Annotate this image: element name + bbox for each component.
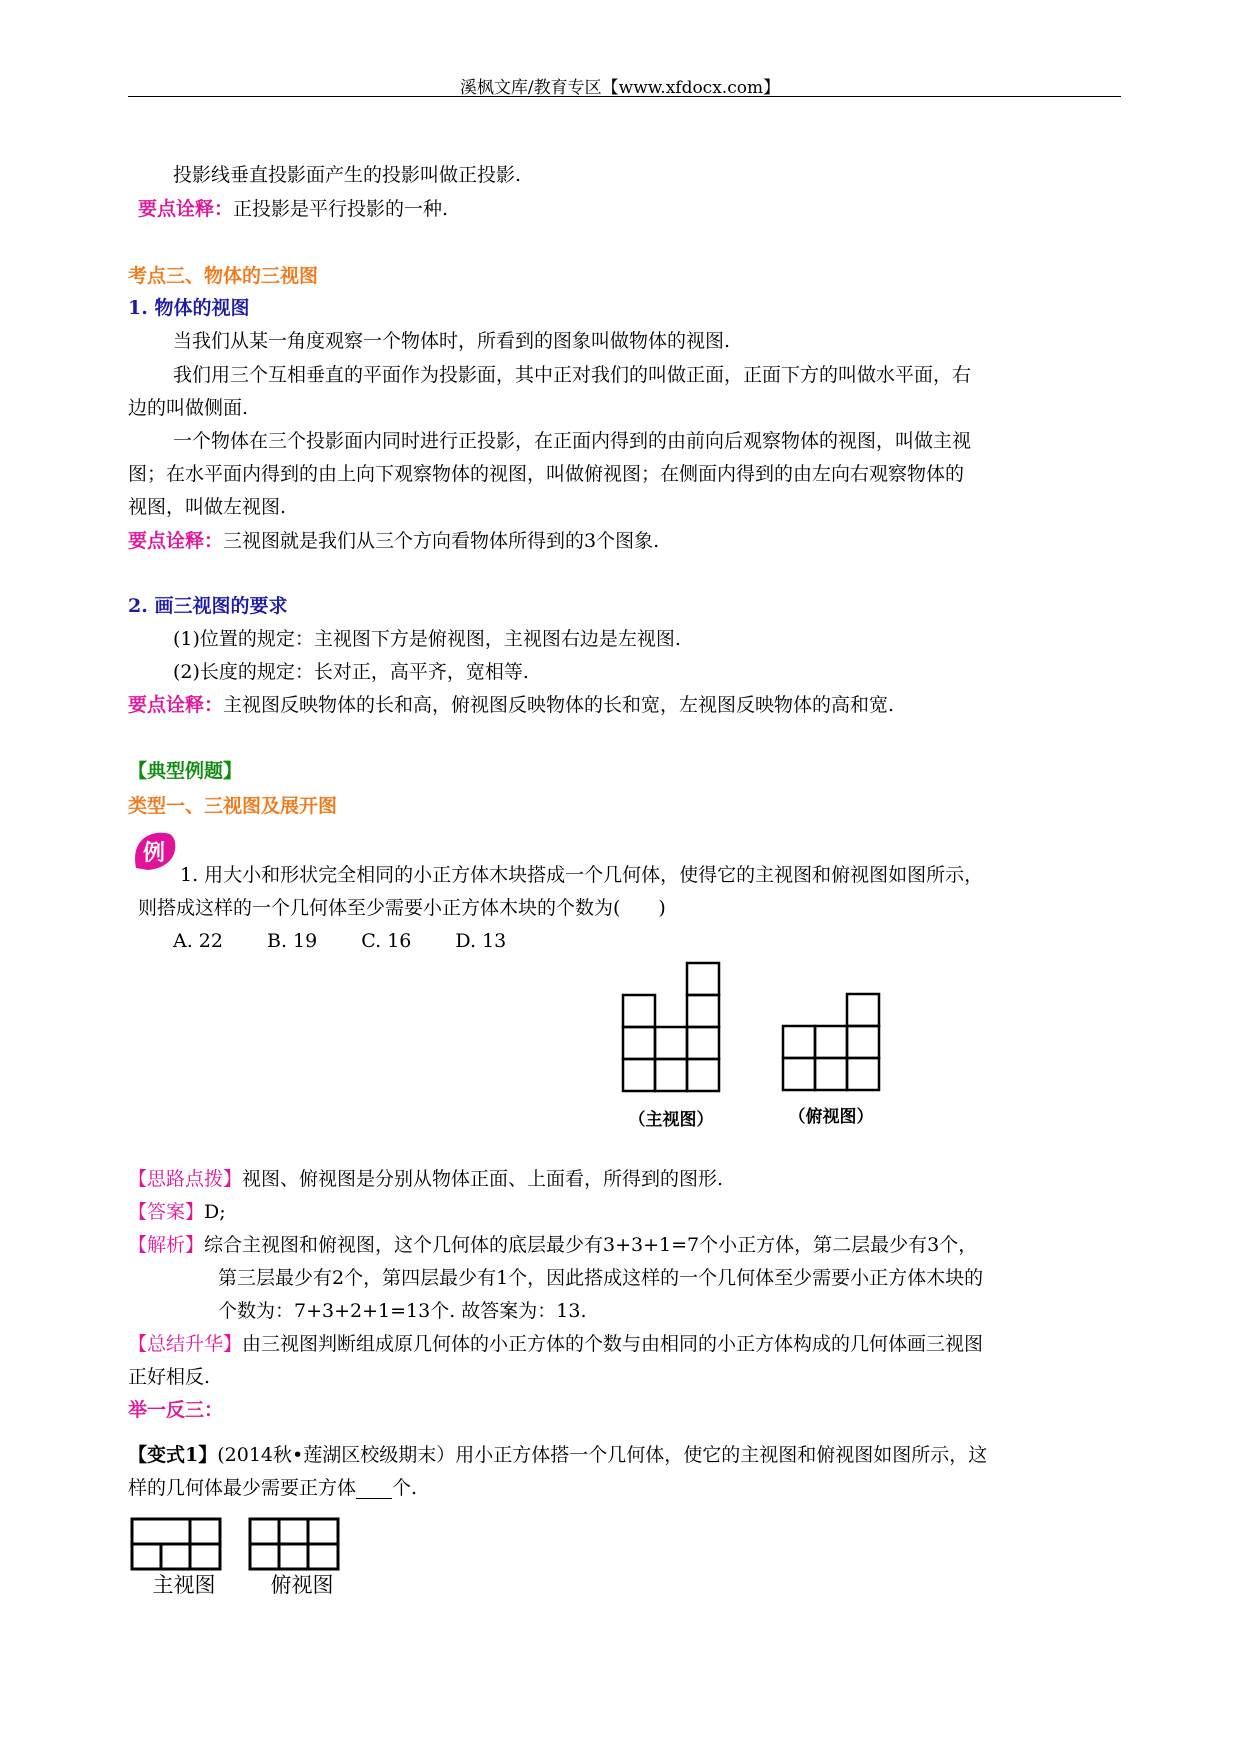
hint-label: 【思路点拨】 xyxy=(128,1168,243,1190)
requirement-length: (2)长度的规定：长对正，高平齐，宽相等. xyxy=(173,661,529,683)
variant-1-text-after-blank: 个. xyxy=(392,1477,418,1499)
question-1-line2: 则搭成这样的一个几何体至少需要小正方体木块的个数为( ) xyxy=(138,897,666,919)
key-point-text: 正投影是平行投影的一种. xyxy=(233,198,449,220)
summary-text: 由三视图判断组成原几何体的小正方体的个数与由相同的小正方体构成的几何体画三视图 xyxy=(242,1333,984,1355)
intro-paragraph: 投影线垂直投影面产生的投影叫做正投影. xyxy=(173,164,522,186)
key-point-1 xyxy=(138,198,448,220)
paragraph-views-line2: 图；在水平面内得到的由上向下观察物体的视图，叫做俯视图；在侧面内得到的由左向右观察物体的 xyxy=(128,463,965,485)
section-title-3: 考点三、物体的三视图 xyxy=(128,265,319,287)
key-point-label: 要点诠释： xyxy=(128,530,224,552)
answer-label: 【答案】 xyxy=(128,1201,205,1223)
variant-1-text: (2014秋•莲湖区校级期末）用小正方体搭一个几何体，使它的主视图和俯视图如图所示，这 xyxy=(217,1444,988,1466)
hint-line xyxy=(128,1168,723,1190)
example-badge-label: 例 xyxy=(142,841,166,866)
requirement-position: (1)位置的规定：主视图下方是俯视图，主视图右边是左视图. xyxy=(173,628,681,650)
summary-line2: 正好相反. xyxy=(128,1366,211,1388)
paragraph-view-definition: 当我们从某一角度观察一个物体时，所看到的图象叫做物体的视图. xyxy=(173,330,731,352)
answer-text: D; xyxy=(204,1201,226,1223)
key-point-text: 主视图反映物体的长和高，俯视图反映物体的长和宽，左视图反映物体的高和宽. xyxy=(223,694,895,716)
key-point-2 xyxy=(128,530,659,552)
header-rule xyxy=(128,96,1121,97)
figure-2-top-caption: 俯视图 xyxy=(270,1573,334,1597)
figure-1-top-caption: （俯视图） xyxy=(788,1107,874,1127)
analysis-line2: 第三层最少有2个，第四层最少有1个，因此搭成这样的一个几何体至少需要小正方体木块的 xyxy=(218,1267,984,1289)
figure-2-main-view xyxy=(132,1519,220,1569)
figure-2-views xyxy=(128,1512,368,1597)
paragraph-planes-line2: 边的叫做侧面. xyxy=(128,397,249,419)
figure-1-top-view xyxy=(783,994,879,1090)
analysis-line1 xyxy=(128,1234,977,1256)
key-point-label: 要点诠释： xyxy=(138,198,234,220)
figure-2-main-caption: 主视图 xyxy=(152,1573,216,1597)
figure-2-top-view xyxy=(250,1519,338,1569)
figure-1-main-caption: （主视图） xyxy=(628,1110,714,1130)
typical-examples-heading: 【典型例题】 xyxy=(128,760,243,782)
subsection-title-1: 1. 物体的视图 xyxy=(128,297,250,319)
variant-1-line1 xyxy=(128,1444,987,1466)
variant-1-text-before-blank: 样的几何体最少需要正方体 xyxy=(128,1477,357,1499)
hint-text: 视图、俯视图是分别从物体正面、上面看，所得到的图形. xyxy=(242,1168,724,1190)
analysis-text: 综合主视图和俯视图，这个几何体的底层最少有3+3+1=7个小正方体，第二层最少有3个， xyxy=(204,1234,978,1256)
variant-1-line2 xyxy=(128,1477,417,1499)
key-point-label: 要点诠释： xyxy=(128,694,224,716)
answer-line xyxy=(128,1201,226,1223)
subsection-title-2: 2. 画三视图的要求 xyxy=(128,595,288,617)
paragraph-views-line1: 一个物体在三个投影面内同时进行正投影，在正面内得到的由前向后观察物体的视图，叫做主视 xyxy=(173,430,972,452)
summary-line1 xyxy=(128,1333,983,1355)
figure-1-main-view xyxy=(623,963,719,1091)
question-1-line1: 1. 用大小和形状完全相同的小正方体木块搭成一个几何体，使得它的主视图和俯视图如图所示， xyxy=(180,864,984,886)
question-1-options: A. 22 B. 19 C. 16 D. 13 xyxy=(173,930,507,952)
answer-blank xyxy=(356,1480,392,1499)
figure-1-views xyxy=(615,955,895,1140)
variant-1-label: 【变式1】 xyxy=(128,1444,218,1466)
paragraph-views-line3: 视图，叫做左视图. xyxy=(128,496,287,518)
example-badge-icon xyxy=(130,828,180,874)
summary-label: 【总结升华】 xyxy=(128,1333,243,1355)
type-one-heading: 类型一、三视图及展开图 xyxy=(128,795,338,817)
key-point-3 xyxy=(128,694,894,716)
key-point-text: 三视图就是我们从三个方向看物体所得到的3个图象. xyxy=(223,530,660,552)
paragraph-planes-line1: 我们用三个互相垂直的平面作为投影面，其中正对我们的叫做正面，正面下方的叫做水平面，右 xyxy=(173,364,972,386)
page-header: 溪枫文库/教育专区【www.xfdocx.com】 xyxy=(459,78,781,98)
analysis-label: 【解析】 xyxy=(128,1234,205,1256)
extend-heading: 举一反三： xyxy=(128,1399,224,1421)
analysis-line3: 个数为：7+3+2+1=13个. 故答案为：13. xyxy=(218,1300,587,1322)
